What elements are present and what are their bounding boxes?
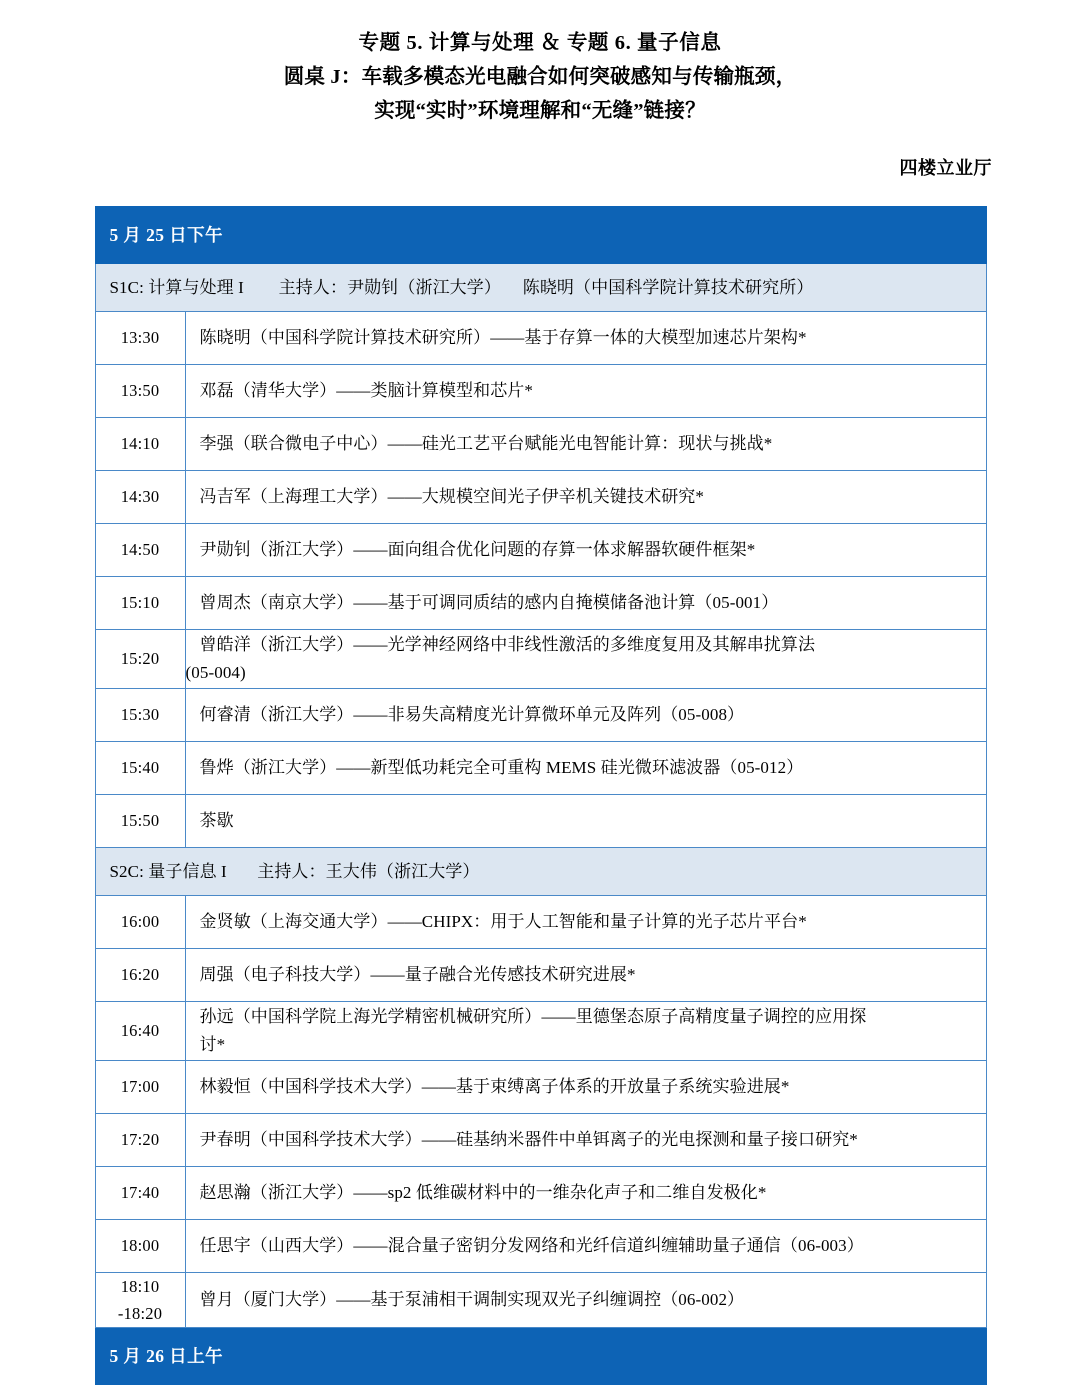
day-band-cell <box>95 1328 986 1385</box>
session-title-cell <box>185 365 986 418</box>
day-band-label: 5 月 25 日下午 <box>109 225 223 245</box>
time-label: 15:30 <box>120 705 160 724</box>
table-row <box>95 418 986 471</box>
session-time-cell <box>95 1273 185 1328</box>
table-row <box>95 1273 986 1328</box>
table-row <box>95 1002 986 1061</box>
table-row <box>95 896 986 949</box>
talk-entry <box>200 961 978 989</box>
title-line-roundtable-2: 实现“实时”环境理解和“无缝”链接？ <box>374 100 706 122</box>
table-row <box>95 1220 986 1273</box>
time-label: 15:40 <box>120 758 160 777</box>
day-band-top <box>95 207 986 264</box>
time-label: 13:50 <box>120 381 160 400</box>
schedule-table-wrapper <box>95 206 986 1385</box>
talk-title-line: 鲁烨（浙江大学）——新型低功耗完全可重构 MEMS 硅光微环滤波器（05-012） <box>199 758 804 777</box>
session-time-cell <box>95 524 185 577</box>
title-line-roundtable-1: 圆桌 J：车载多模态光电融合如何突破感知与传输瓶颈， <box>283 66 797 88</box>
time-label: 18:00 <box>120 1236 160 1255</box>
time-end: -18:20 <box>117 1304 163 1323</box>
talk-title-line: 金贤敏（上海交通大学）——CHIPX：用于人工智能和量子计算的光子芯片平台* <box>199 912 807 931</box>
schedule-table <box>95 206 987 1385</box>
time-label: 14:50 <box>120 540 160 559</box>
talk-entry <box>200 701 978 729</box>
session-title-cell <box>185 312 986 365</box>
session-time-cell <box>95 471 185 524</box>
talk-entry <box>200 377 978 405</box>
table-row <box>95 949 986 1002</box>
title-line-topics: 专题 5. 计算与处理 ＆ 专题 6. 量子信息 <box>358 32 722 54</box>
talk-title-line: 孙远（中国科学院上海光学精密机械研究所）——里德堡态原子高精度量子调控的应用探 <box>199 1007 867 1026</box>
day-band-label: 5 月 26 日上午 <box>109 1346 223 1366</box>
talk-title-line: 尹勋钊（浙江大学）——面向组合优化问题的存算一体求解器软硬件框架* <box>199 540 756 559</box>
session-time-cell <box>95 365 185 418</box>
time-start: 18:10 <box>120 1277 160 1296</box>
table-row <box>95 524 986 577</box>
session-title-cell <box>185 1167 986 1220</box>
talk-title-line: 曾周杰（南京大学）——基于可调同质结的感内自掩模储备池计算（05-001） <box>199 593 779 612</box>
table-row <box>95 312 986 365</box>
table-row <box>95 471 986 524</box>
session-time-cell <box>95 1220 185 1273</box>
talk-title-line: 邓磊（清华大学）——类脑计算模型和芯片* <box>199 381 533 400</box>
talk-title-line: 茶歇 <box>199 811 234 830</box>
time-label: 17:20 <box>120 1130 160 1149</box>
session-header-cell <box>95 848 986 896</box>
table-row <box>95 365 986 418</box>
time-label: 17:00 <box>120 1077 160 1096</box>
time-label: 17:40 <box>120 1183 160 1202</box>
talk-entry <box>185 631 978 687</box>
day-band-bottom <box>95 1328 986 1385</box>
talk-title-line: 尹春明（中国科学技术大学）——硅基纳米器件中单铒离子的光电探测和量子接口研究* <box>199 1130 858 1149</box>
session-time-cell <box>95 896 185 949</box>
talk-entry <box>200 589 978 617</box>
talk-entry <box>200 1179 978 1207</box>
talk-entry <box>200 536 978 564</box>
session-title-cell <box>185 418 986 471</box>
talk-title-line: 陈晓明（中国科学院计算技术研究所）——基于存算一体的大模型加速芯片架构* <box>199 328 807 347</box>
talk-entry <box>200 1286 978 1314</box>
session-title-cell <box>185 795 986 848</box>
session-time-cell <box>95 795 185 848</box>
session-header-label: S2C: 量子信息 I 主持人：王大伟（浙江大学） <box>109 862 480 881</box>
venue-row <box>0 154 1080 180</box>
session-title-cell <box>185 896 986 949</box>
time-label: 15:50 <box>120 811 160 830</box>
table-row <box>95 795 986 848</box>
talk-title-continuation: (05-004) <box>185 663 246 682</box>
session-title-cell <box>185 1061 986 1114</box>
time-label: 14:30 <box>120 487 160 506</box>
session-time-cell <box>95 1167 185 1220</box>
session-title-cell <box>185 742 986 795</box>
talk-entry <box>200 430 978 458</box>
time-label: 16:00 <box>120 912 160 931</box>
talk-title-line: 林毅恒（中国科学技术大学）——基于束缚离子体系的开放量子系统实验进展* <box>199 1077 790 1096</box>
session-title-cell <box>185 577 986 630</box>
session-time-cell <box>95 742 185 795</box>
session-title-cell <box>185 689 986 742</box>
page-title <box>0 0 1080 128</box>
talk-title-line: 赵思瀚（浙江大学）——sp2 低维碳材料中的一维杂化声子和二维自发极化* <box>199 1183 767 1202</box>
session-title-cell <box>185 630 986 689</box>
table-row <box>95 1061 986 1114</box>
table-row <box>95 1114 986 1167</box>
talk-entry <box>200 324 978 352</box>
time-label: 13:30 <box>120 328 160 347</box>
session-time-cell <box>95 1061 185 1114</box>
talk-entry <box>200 483 978 511</box>
table-row <box>95 1167 986 1220</box>
session-header-cell <box>95 264 986 312</box>
session-title-cell <box>185 524 986 577</box>
session-title-cell <box>185 1273 986 1328</box>
talk-entry <box>200 1126 978 1154</box>
table-row <box>95 577 986 630</box>
talk-title-line: 李强（联合微电子中心）——硅光工艺平台赋能光电智能计算：现状与挑战* <box>199 434 773 453</box>
table-row <box>95 630 986 689</box>
time-range <box>98 1273 183 1327</box>
session-time-cell <box>95 418 185 471</box>
session-time-cell <box>95 312 185 365</box>
talk-entry <box>200 1003 978 1059</box>
session-header-label: S1C: 计算与处理 I 主持人：尹勋钊（浙江大学） 陈晓明（中国科学院计算技术研究所） <box>109 278 814 297</box>
session-time-cell <box>95 949 185 1002</box>
session-time-cell <box>95 577 185 630</box>
talk-title-line: 曾皓洋（浙江大学）——光学神经网络中非线性激活的多维度复用及其解串扰算法 <box>199 635 816 654</box>
talk-title-line: 曾月（厦门大学）——基于泵浦相干调制实现双光子纠缠调控（06-002） <box>199 1290 745 1309</box>
talk-title-line: 冯吉军（上海理工大学）——大规模空间光子伊辛机关键技术研究* <box>199 487 704 506</box>
table-row <box>95 689 986 742</box>
session-title-cell <box>185 1002 986 1061</box>
talk-title-line: 周强（电子科技大学）——量子融合光传感技术研究进展* <box>199 965 636 984</box>
talk-entry <box>200 1232 978 1260</box>
venue-label: 四楼立业厅 <box>899 158 992 178</box>
talk-title-line: 何睿清（浙江大学）——非易失高精度光计算微环单元及阵列（05-008） <box>199 705 745 724</box>
time-label: 16:20 <box>120 965 160 984</box>
talk-entry <box>200 1073 978 1101</box>
session-title-cell <box>185 1114 986 1167</box>
talk-title-line: 任思宇（山西大学）——混合量子密钥分发网络和光纤信道纠缠辅助量子通信（06-003） <box>199 1236 864 1255</box>
time-label: 14:10 <box>120 434 160 453</box>
time-label: 16:40 <box>120 1021 160 1040</box>
session-time-cell <box>95 1114 185 1167</box>
session-title-cell <box>185 471 986 524</box>
session-header-row-s2c <box>95 848 986 896</box>
session-time-cell <box>95 1002 185 1061</box>
talk-entry <box>200 908 978 936</box>
session-time-cell <box>95 630 185 689</box>
talk-entry <box>200 754 978 782</box>
session-time-cell <box>95 689 185 742</box>
day-band-cell <box>95 207 986 264</box>
talk-entry <box>200 807 978 835</box>
time-label: 15:10 <box>120 593 160 612</box>
session-header-row-s1c <box>95 264 986 312</box>
time-label: 15:20 <box>120 649 160 668</box>
talk-title-continuation: 讨* <box>199 1035 226 1054</box>
session-title-cell <box>185 1220 986 1273</box>
session-title-cell <box>185 949 986 1002</box>
table-row <box>95 742 986 795</box>
